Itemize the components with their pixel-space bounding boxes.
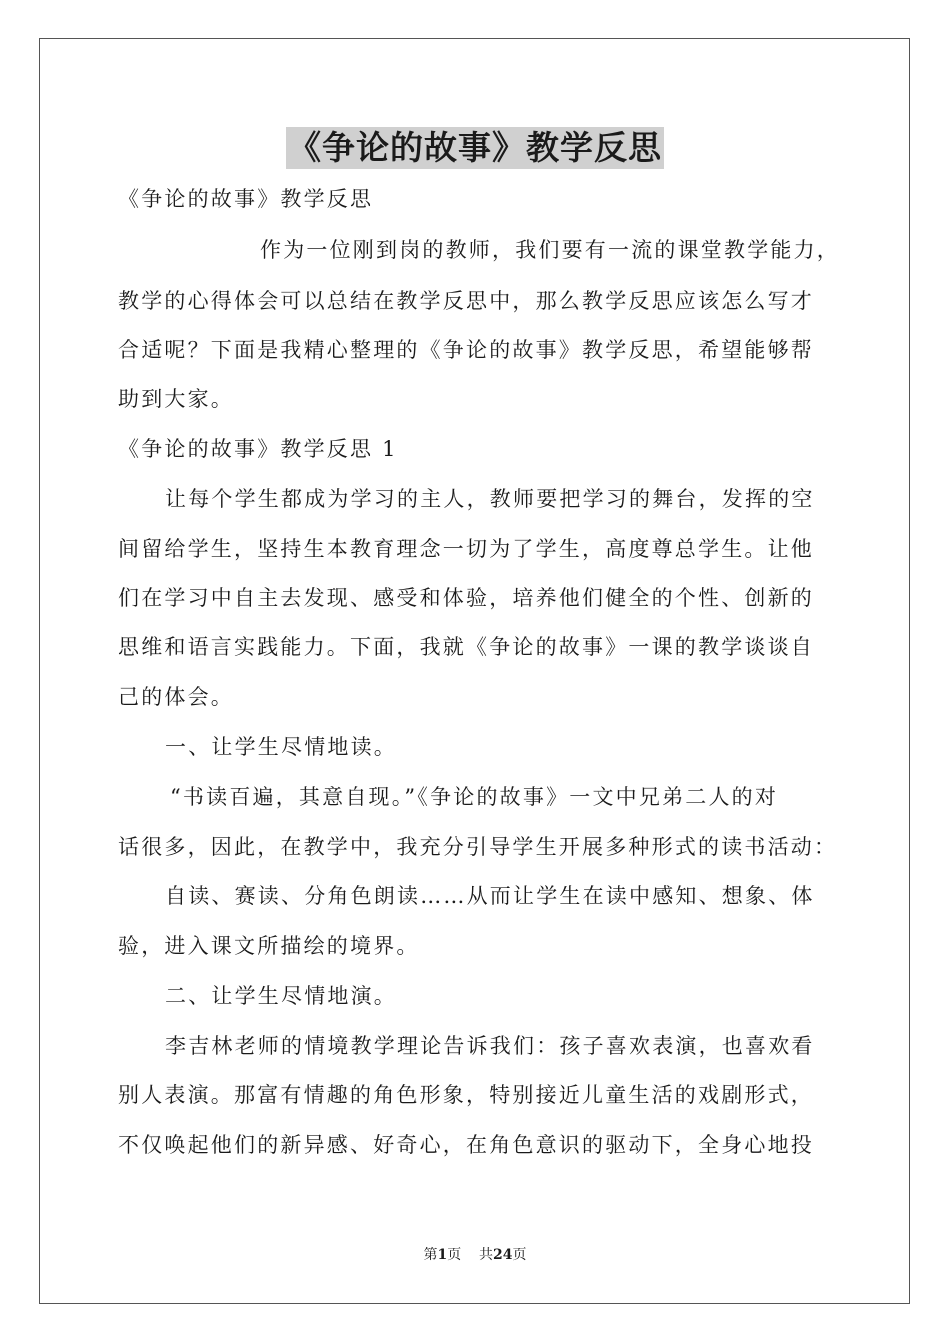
subtitle-line: 《争论的故事》教学反思 [118,187,374,211]
paragraph-line: 作为一位刚到岗的教师，我们要有一流的课堂教学能力， [260,238,840,262]
page-border [39,38,910,1304]
total-suffix: 页 [512,1247,527,1263]
page-number: 1 [437,1247,448,1263]
paragraph-line: 教学的心得体会可以总结在教学反思中，那么教学反思应该怎么写才 [118,289,814,313]
page-footer [0,1246,950,1264]
paragraph-line: 们在学习中自主去发现、感受和体验，培养他们健全的个性、创新的 [118,586,814,610]
subheading-line: 一、让学生尽情地读。 [165,735,397,759]
section-heading: 《争论的故事》教学反思 1 [118,437,398,461]
paragraph-line: 验，进入课文所描绘的境界。 [118,934,420,958]
document-title: 《争论的故事》教学反思 [288,128,662,167]
paragraph-line: 话很多，因此，在教学中，我充分引导学生开展多种形式的读书活动： [118,835,838,859]
page-suffix: 页 [447,1247,462,1263]
total-prefix: 共 [479,1247,494,1263]
total-pages: 24 [493,1247,513,1263]
paragraph-line: 合适呢？下面是我精心整理的《争论的故事》教学反思，希望能够帮 [118,338,814,362]
title-block [0,127,950,169]
paragraph-line: 思维和语言实践能力。下面，我就《争论的故事》一课的教学谈谈自 [118,635,814,659]
paragraph-line: 不仅唤起他们的新异感、好奇心，在角色意识的驱动下，全身心地投 [118,1133,814,1157]
page-prefix: 第 [423,1247,438,1263]
paragraph-line: 让每个学生都成为学习的主人，教师要把学习的舞台，发挥的空 [165,487,815,511]
paragraph-line: 间留给学生，坚持生本教育理念一切为了学生，高度尊总学生。让他 [118,537,814,561]
paragraph-line: 自读、赛读、分角色朗读……从而让学生在读中感知、想象、体 [165,884,815,908]
paragraph-line: 助到大家。 [118,387,234,411]
subheading-line: 二、让学生尽情地演。 [165,984,397,1008]
paragraph-line: 李吉林老师的情境教学理论告诉我们：孩子喜欢表演，也喜欢看 [165,1034,815,1058]
paragraph-line: 己的体会。 [118,685,234,709]
paragraph-line: 别人表演。那富有情趣的角色形象，特别接近儿童生活的戏剧形式， [118,1083,814,1107]
paragraph-line: “书读百遍，其意自现。”《争论的故事》一文中兄弟二人的对 [170,785,779,809]
